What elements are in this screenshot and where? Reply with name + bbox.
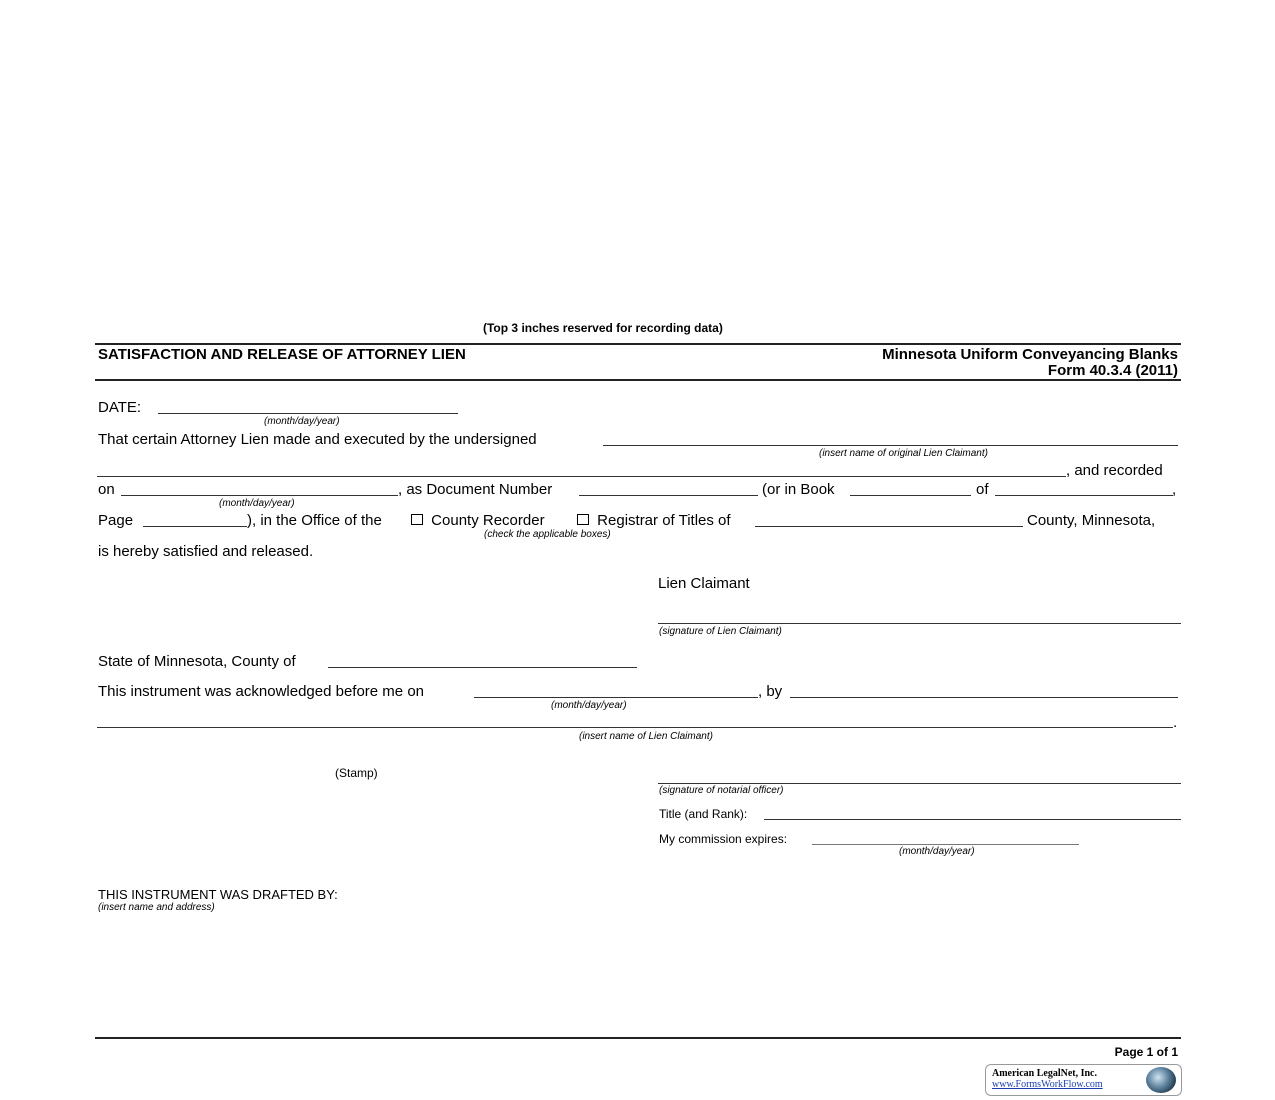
registrar-option[interactable] — [577, 512, 731, 530]
page-field[interactable] — [143, 526, 247, 527]
acknowledged-label: This instrument was acknowledged before me on — [98, 683, 425, 700]
lien-claimant-label: Lien Claimant — [658, 575, 750, 592]
book-label: (or in Book — [762, 481, 835, 498]
footer-rule — [95, 1037, 1181, 1039]
book-of-field[interactable] — [995, 495, 1173, 496]
form-number: Form 40.3.4 (2011) — [1047, 362, 1178, 379]
lien-claimant-signature-field[interactable] — [658, 623, 1181, 624]
title-rank-label: Title (and Rank): — [659, 807, 748, 821]
lien-statement: That certain Attorney Lien made and executed by the undersigned — [98, 431, 537, 448]
registrar-label: Registrar of Titles of — [597, 512, 731, 529]
company-website-link[interactable]: www.FormsWorkFlow.com — [992, 1079, 1103, 1090]
original-lien-claimant-hint: (insert name of original Lien Claimant) — [819, 448, 988, 459]
publisher-name: Minnesota Uniform Conveyancing Blanks — [882, 346, 1178, 363]
county-recorder-option[interactable] — [411, 512, 545, 530]
globe-logo-icon — [1146, 1067, 1176, 1093]
drafted-by-hint: (insert name and address) — [98, 902, 215, 913]
period: . — [1173, 714, 1178, 731]
comma: , — [1172, 481, 1177, 498]
by-label: , by — [758, 683, 783, 700]
released-statement: is hereby satisfied and released. — [98, 543, 314, 560]
lien-claimant-continued-field[interactable] — [97, 476, 1066, 477]
acknowledged-by-field[interactable] — [790, 697, 1178, 698]
drafted-by-label: THIS INSTRUMENT WAS DRAFTED BY: — [98, 887, 338, 902]
date-label: DATE: — [98, 399, 142, 416]
book-field[interactable] — [850, 495, 971, 496]
company-logo-box — [985, 1064, 1182, 1096]
original-lien-claimant-field[interactable] — [603, 445, 1178, 446]
lien-claimant-signature-hint: (signature of Lien Claimant) — [659, 626, 782, 637]
registrar-county-field[interactable] — [755, 526, 1023, 527]
lien-claimant-name-hint: (insert name of Lien Claimant) — [579, 731, 713, 742]
notary-county-field[interactable] — [328, 667, 637, 668]
page-label: Page — [98, 512, 134, 529]
lien-claimant-name-field[interactable] — [97, 727, 1173, 728]
county-recorder-label: County Recorder — [431, 512, 545, 529]
county-recorder-checkbox[interactable] — [411, 514, 423, 525]
header-top-rule — [95, 343, 1181, 345]
form-title: SATISFACTION AND RELEASE OF ATTORNEY LIEN — [98, 346, 466, 363]
document-number-field[interactable] — [579, 495, 758, 496]
date-field[interactable] — [158, 413, 458, 414]
page-number: Page 1 of 1 — [1114, 1045, 1178, 1059]
county-minnesota-label: County, Minnesota, — [1027, 512, 1156, 529]
of-label: of — [976, 481, 989, 498]
and-recorded-text: , and recorded — [1066, 462, 1163, 479]
title-rank-field[interactable] — [764, 819, 1181, 820]
company-name: American LegalNet, Inc. — [992, 1068, 1097, 1079]
recorded-date-hint: (month/day/year) — [219, 498, 295, 509]
document-number-label: , as Document Number — [398, 481, 553, 498]
on-label: on — [98, 481, 115, 498]
acknowledged-date-hint: (month/day/year) — [551, 700, 627, 711]
registrar-checkbox[interactable] — [577, 514, 589, 525]
notary-signature-hint: (signature of notarial officer) — [659, 785, 784, 796]
commission-expires-hint: (month/day/year) — [899, 846, 975, 857]
notary-signature-field[interactable] — [658, 783, 1181, 784]
header-bottom-rule — [95, 379, 1181, 381]
office-label: ), in the Office of the — [247, 512, 382, 529]
stamp-label: (Stamp) — [335, 766, 378, 780]
acknowledged-date-field[interactable] — [474, 697, 758, 698]
date-hint: (month/day/year) — [264, 416, 340, 427]
state-county-label: State of Minnesota, County of — [98, 653, 296, 670]
check-boxes-hint: (check the applicable boxes) — [484, 529, 611, 540]
recorded-date-field[interactable] — [121, 495, 398, 496]
commission-expires-label: My commission expires: — [659, 832, 788, 846]
reserved-note: (Top 3 inches reserved for recording data) — [483, 321, 723, 335]
commission-expires-field[interactable] — [812, 844, 1079, 845]
